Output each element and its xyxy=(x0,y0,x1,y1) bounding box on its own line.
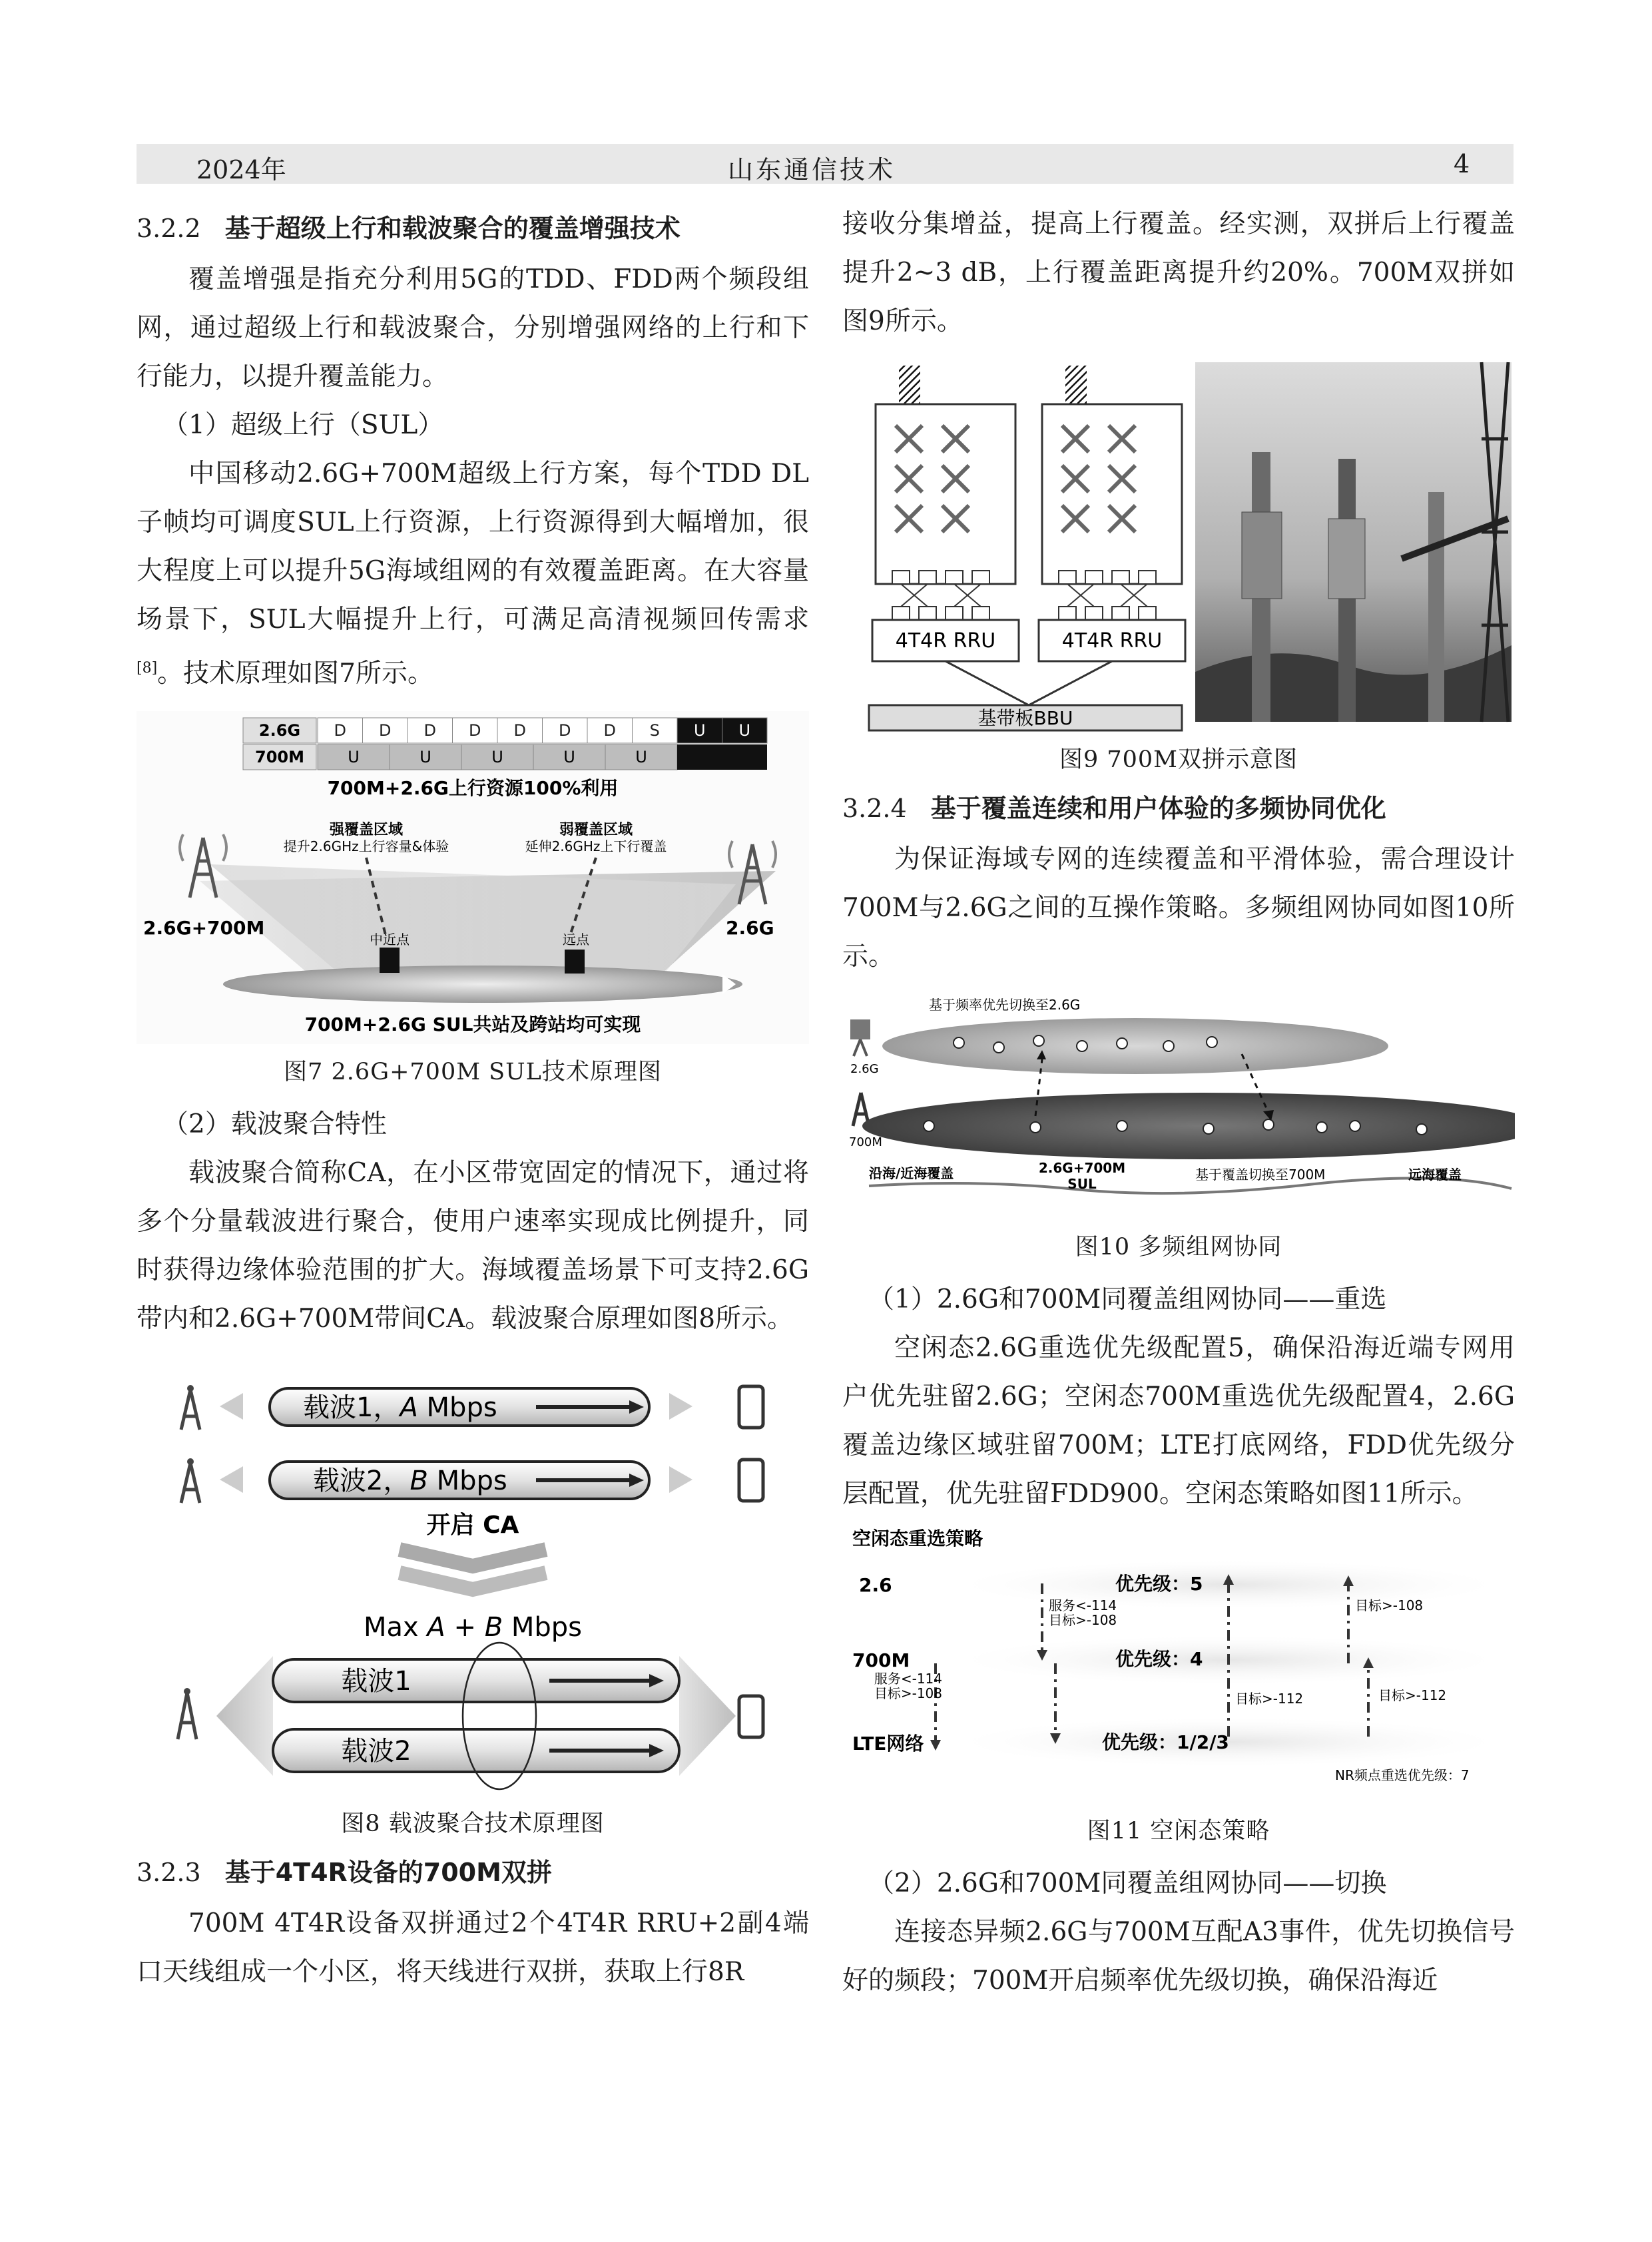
subheading-sul: （1）超级上行（SUL） xyxy=(162,410,444,440)
subheading-reselection: （1）2.6G和700M同覆盖组网协同——重选 xyxy=(868,1284,1387,1314)
subframe-cell-label: D xyxy=(423,721,436,740)
carrier-2-label: 载波2，B Mbps xyxy=(313,1466,507,1496)
aggregated-carrier-2-label: 载波2 xyxy=(341,1736,412,1767)
svg-text:沿海/近海覆盖: 沿海/近海覆盖 xyxy=(869,1165,954,1181)
subframe-cell-label: S xyxy=(649,721,660,740)
figure-7-caption: 图7 2.6G+700M SUL技术原理图 xyxy=(284,1059,662,1085)
priority-lte: 优先级：1/2/3 xyxy=(1102,1731,1229,1753)
subframe-cell-label: U xyxy=(491,748,503,766)
svg-text:目标>-112: 目标>-112 xyxy=(1235,1691,1304,1707)
subframe-cell-label: U xyxy=(563,748,575,766)
paragraph: 载波聚合简称CA，在小区带宽固定的情况下，通过将多个分量载波进行聚合，使用户速率实现成比例提升，同时获得边缘体验范围的扩大。海域覆盖场景下可支持2.6G带内和2.6G+700M带间CA。载波聚合原理如图8所示。 xyxy=(137,1158,809,1334)
right-column xyxy=(842,200,1515,2005)
priority-4: 优先级：4 xyxy=(1115,1648,1203,1670)
paragraph: 空闲态2.6G重选优先级配置5，确保沿海近端专网用户优先驻留2.6G；空闲态700M重选优先级配置4，2.6G覆盖边缘区域驻留700M；LTE打底网络，FDD优先级分层配置，优先驻留FDD900。空闲态策略如图11所示。 xyxy=(842,1333,1515,1509)
citation: [8] xyxy=(137,660,158,677)
fig7-bottom-label: 700M+2.6G SUL共站及跨站均可实现 xyxy=(304,1013,641,1035)
svg-text:目标>-108: 目标>-108 xyxy=(1355,1597,1424,1613)
near-terminal-icon xyxy=(380,948,400,973)
tower-icon xyxy=(178,1688,196,1739)
strong-area-sub: 提升2.6GHz上行容量&体验 xyxy=(283,838,449,854)
paragraph: 为保证海域专网的连续覆盖和平滑体验，需合理设计700M与2.6G之间的互操作策略。多频组网协同如图10所示。 xyxy=(842,844,1515,972)
subframe-cell-label: D xyxy=(603,721,616,740)
figure-10-caption: 图10 多频组网协同 xyxy=(1075,1234,1282,1261)
tower-photo xyxy=(1195,362,1512,722)
svg-text:基于覆盖切换至700M: 基于覆盖切换至700M xyxy=(1195,1167,1326,1183)
tower-icon xyxy=(850,1019,870,1056)
svg-text:700M: 700M xyxy=(852,1649,910,1671)
header-journal: 山东通信技术 xyxy=(728,155,896,184)
svg-text:2.6G: 2.6G xyxy=(258,721,301,740)
subframe-row-2-6g xyxy=(243,718,767,743)
priority-5: 优先级：5 xyxy=(1115,1573,1203,1595)
figure-10 xyxy=(842,993,1515,1219)
figure-11 xyxy=(842,1524,1515,1803)
subframe-cell-label: U xyxy=(693,721,706,740)
svg-text:远点: 远点 xyxy=(563,932,589,948)
svg-text:远海覆盖: 远海覆盖 xyxy=(1408,1167,1462,1183)
weak-area-title: 弱覆盖区域 xyxy=(559,822,633,838)
antenna-1 xyxy=(872,366,1019,661)
svg-text:服务<-114: 服务<-114 xyxy=(1049,1597,1117,1613)
carrier-2-row xyxy=(181,1458,763,1503)
subframe-cell-label: U xyxy=(635,748,647,766)
svg-text:目标>-108: 目标>-108 xyxy=(1049,1612,1117,1628)
idle-strategy-title: 空闲态重选策略 xyxy=(852,1528,983,1549)
rru-1-label: 4T4R RRU xyxy=(895,629,996,653)
figure-11-caption: 图11 空闲态策略 xyxy=(1087,1818,1270,1844)
subframe-cell-label: D xyxy=(334,721,346,740)
aggregated-carrier-1-label: 载波1 xyxy=(341,1666,412,1697)
svg-text:2.6G+700M: 2.6G+700M xyxy=(1038,1160,1126,1176)
section-heading-3-2-2: 3.2.2 基于超级上行和载波聚合的覆盖增强技术 xyxy=(137,214,681,243)
paragraph: 700M 4T4R设备双拼通过2个4T4R RRU+2副4端口天线组成一个小区，将天线进行双拼，获取上行8R xyxy=(137,1908,809,1987)
site-label-right: 2.6G xyxy=(726,917,774,939)
phone-icon xyxy=(739,1460,763,1501)
strong-area-title: 强覆盖区域 xyxy=(329,822,404,838)
figure-9 xyxy=(842,359,1515,732)
subframe-cell-label: D xyxy=(559,721,571,740)
aggregated-carriers xyxy=(178,1643,763,1789)
svg-text:目标>-108: 目标>-108 xyxy=(874,1685,942,1701)
util-label: 700M+2.6G上行资源100%利用 xyxy=(327,777,619,799)
subframe-cell-label: D xyxy=(379,721,392,740)
tower-icon xyxy=(181,1385,200,1430)
paragraph: 覆盖增强是指充分利用5G的TDD、FDD两个频段组网，通过超级上行和载波聚合，分别增强网络的上行和下行能力，以提升覆盖能力。 xyxy=(137,264,809,392)
figure-9-caption: 图9 700M双拼示意图 xyxy=(1059,746,1298,773)
subheading-handover: （2）2.6G和700M同覆盖组网协同——切换 xyxy=(868,1868,1387,1898)
freq-priority-note: 基于频率优先切换至2.6G xyxy=(929,997,1081,1013)
figure-7 xyxy=(137,711,809,1044)
subframe-cell xyxy=(677,744,767,770)
phone-icon xyxy=(739,1386,763,1428)
svg-text:SUL: SUL xyxy=(1067,1176,1097,1192)
section-heading-3-2-4: 3.2.4 基于覆盖连续和用户体验的多频协同优化 xyxy=(842,794,1386,823)
far-terminal-icon xyxy=(565,950,585,974)
bbu-label: 基带板BBU xyxy=(977,707,1073,729)
subframe-cell-label: D xyxy=(469,721,481,740)
figure-8 xyxy=(137,1370,809,1796)
running-header xyxy=(137,144,1514,184)
open-ca-label: 开启 CA xyxy=(426,1512,519,1539)
svg-text:2.6G: 2.6G xyxy=(850,1062,879,1076)
subframe-cell-label: D xyxy=(513,721,526,740)
svg-text:服务<-114: 服务<-114 xyxy=(874,1671,942,1687)
figure-8-caption: 图8 载波聚合技术原理图 xyxy=(341,1811,605,1837)
subframe-cell-label: U xyxy=(419,748,431,766)
svg-text:目标>-112: 目标>-112 xyxy=(1378,1687,1447,1703)
paragraph: 连接态异频2.6G与700M互配A3事件，优先切换信号好的频段；700M开启频率优先级切换，确保沿海近 xyxy=(842,1917,1515,1996)
section-heading-3-2-3: 3.2.3 基于4T4R设备的700M双拼 xyxy=(137,1858,552,1887)
subframe-row-700m xyxy=(243,744,767,770)
rru-2-label: 4T4R RRU xyxy=(1061,629,1163,653)
carrier-1-label: 载波1，A Mbps xyxy=(303,1392,497,1423)
paragraph: 中国移动2.6G+700M超级上行方案，每个TDD DL子帧均可调度SUL上行资源，上行资源得到大幅增加，很大程度上可以提升5G海域组网的有效覆盖距离。在大容量场景下，SUL大幅提升上行，可满足高清视频回传需求[8]。技术原理如图7所示。 xyxy=(137,459,809,689)
max-rate-label: Max A + B Mbps xyxy=(363,1612,583,1643)
antenna-2 xyxy=(1039,366,1185,661)
phone-icon xyxy=(739,1696,763,1737)
paragraph: 接收分集增益，提高上行覆盖。经实测，双拼后上行覆盖提升2~3 dB，上行覆盖距离提升约20%。700M双拼如图9所示。 xyxy=(842,209,1515,336)
weak-area-sub: 延伸2.6GHz上下行覆盖 xyxy=(525,838,667,854)
svg-text:700M: 700M xyxy=(255,748,304,766)
svg-text:700M: 700M xyxy=(849,1135,882,1149)
svg-text:中近点: 中近点 xyxy=(370,932,410,948)
nr-priority-note: NR频点重选优先级：7 xyxy=(1335,1767,1470,1783)
svg-text:2.6: 2.6 xyxy=(859,1574,892,1596)
subframe-cell-label: U xyxy=(738,721,751,740)
subheading-ca: （2）载波聚合特性 xyxy=(162,1109,387,1139)
carrier-1-row xyxy=(181,1385,763,1430)
svg-text:LTE网络: LTE网络 xyxy=(852,1733,924,1755)
left-column xyxy=(137,200,809,1996)
site-label-left: 2.6G+700M xyxy=(143,917,265,939)
tower-icon xyxy=(181,1458,200,1503)
header-year: 2024年 xyxy=(196,155,286,184)
subframe-cell-label: U xyxy=(348,748,360,766)
header-page-number: 4 xyxy=(1454,149,1470,178)
